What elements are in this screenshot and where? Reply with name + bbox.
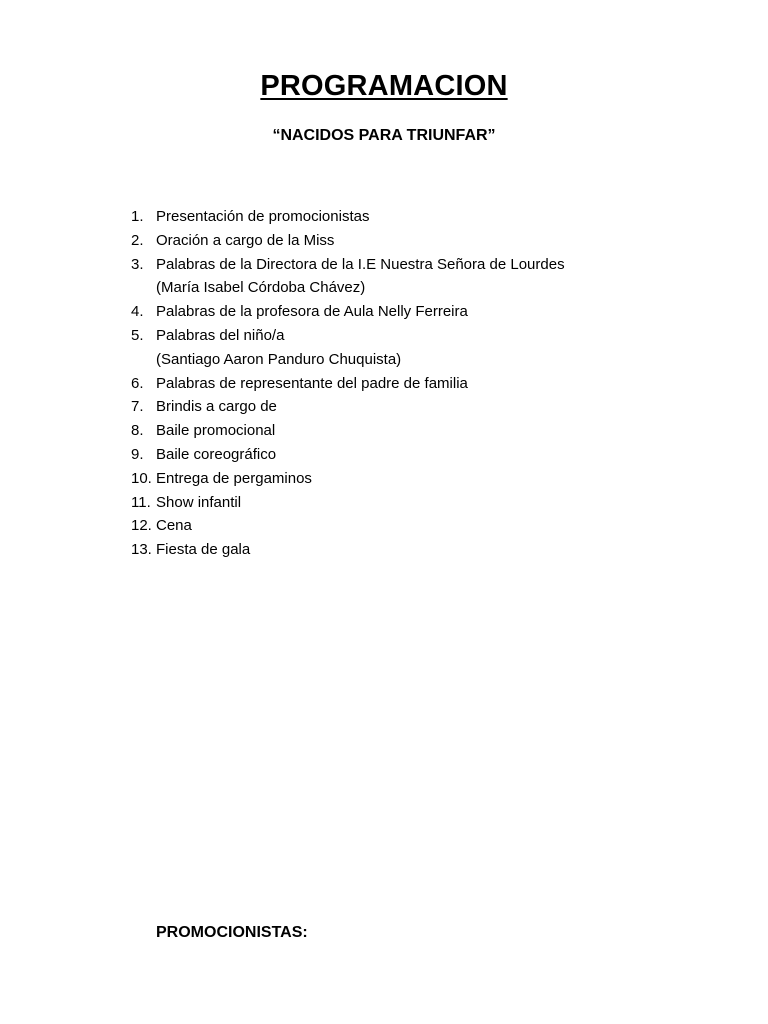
list-item-text-block bbox=[156, 538, 691, 562]
list-item-text-block bbox=[156, 253, 691, 301]
list-item-text: Entrega de pergaminos bbox=[156, 469, 312, 487]
list-item bbox=[131, 419, 691, 443]
list-item-number: 10. bbox=[131, 469, 152, 487]
list-item bbox=[131, 229, 691, 253]
list-item bbox=[131, 514, 691, 538]
list-item-number: 8. bbox=[131, 422, 144, 440]
list-item-number: 5. bbox=[131, 326, 144, 344]
list-item-text-block bbox=[156, 419, 691, 443]
page-subtitle: “NACIDOS PARA TRIUNFAR” bbox=[272, 127, 496, 144]
list-item bbox=[131, 538, 691, 562]
list-item-text-block bbox=[156, 205, 691, 229]
list-item-text: Baile coreográfico bbox=[156, 445, 277, 463]
program-list bbox=[131, 205, 691, 562]
list-item-text: Brindis a cargo de bbox=[156, 398, 277, 416]
list-item bbox=[131, 467, 691, 491]
list-item-text: Palabras de representante del padre de familia bbox=[156, 374, 468, 392]
page-title: PROGRAMACION bbox=[260, 70, 508, 102]
list-item-text-block bbox=[156, 443, 691, 467]
list-item-text: Fiesta de gala bbox=[156, 541, 251, 559]
list-item-number: 13. bbox=[131, 541, 152, 559]
list-item-text-block bbox=[156, 514, 691, 538]
list-item bbox=[131, 372, 691, 396]
list-item bbox=[131, 300, 691, 324]
list-item bbox=[131, 443, 691, 467]
list-item-number: 9. bbox=[131, 445, 144, 463]
list-item-text-block bbox=[156, 300, 691, 324]
list-item-text-block bbox=[156, 491, 691, 515]
list-item bbox=[131, 205, 691, 229]
list-item bbox=[131, 395, 691, 419]
list-item-number: 6. bbox=[131, 374, 144, 392]
list-item-text: Palabras de la Directora de la I.E Nuestra Señora de Lourdes bbox=[156, 255, 565, 273]
list-item-number: 12. bbox=[131, 517, 152, 535]
list-item bbox=[131, 253, 691, 301]
list-item-text: Baile promocional bbox=[156, 422, 276, 440]
list-item-text: Cena bbox=[156, 517, 192, 535]
list-item-text-block bbox=[156, 395, 691, 419]
list-item-text-block bbox=[156, 324, 691, 372]
promocionistas-heading: PROMOCIONISTAS: bbox=[156, 924, 308, 941]
list-item-text: Palabras del niño/a bbox=[156, 326, 285, 344]
list-item bbox=[131, 491, 691, 515]
list-item-text: Oración a cargo de la Miss bbox=[156, 231, 335, 249]
list-item-number: 3. bbox=[131, 255, 144, 273]
list-item-text: Presentación de promocionistas bbox=[156, 208, 370, 225]
list-item-text-block bbox=[156, 467, 691, 491]
list-item-number: 11. bbox=[131, 493, 151, 511]
list-item-number: 7. bbox=[131, 398, 144, 416]
list-item-text-block bbox=[156, 372, 691, 396]
list-item-number: 4. bbox=[131, 303, 144, 321]
list-item-text: Palabras de la profesora de Aula Nelly Ferreira bbox=[156, 303, 468, 321]
list-item-subtext: (María Isabel Córdoba Chávez) bbox=[156, 279, 366, 297]
list-item-text: Show infantil bbox=[156, 493, 242, 511]
list-item-text-block bbox=[156, 229, 691, 253]
list-item-number: 1. bbox=[131, 208, 144, 225]
list-item-number: 2. bbox=[131, 231, 144, 249]
list-item-subtext: (Santiago Aaron Panduro Chuquista) bbox=[156, 350, 402, 368]
list-item bbox=[131, 324, 691, 372]
